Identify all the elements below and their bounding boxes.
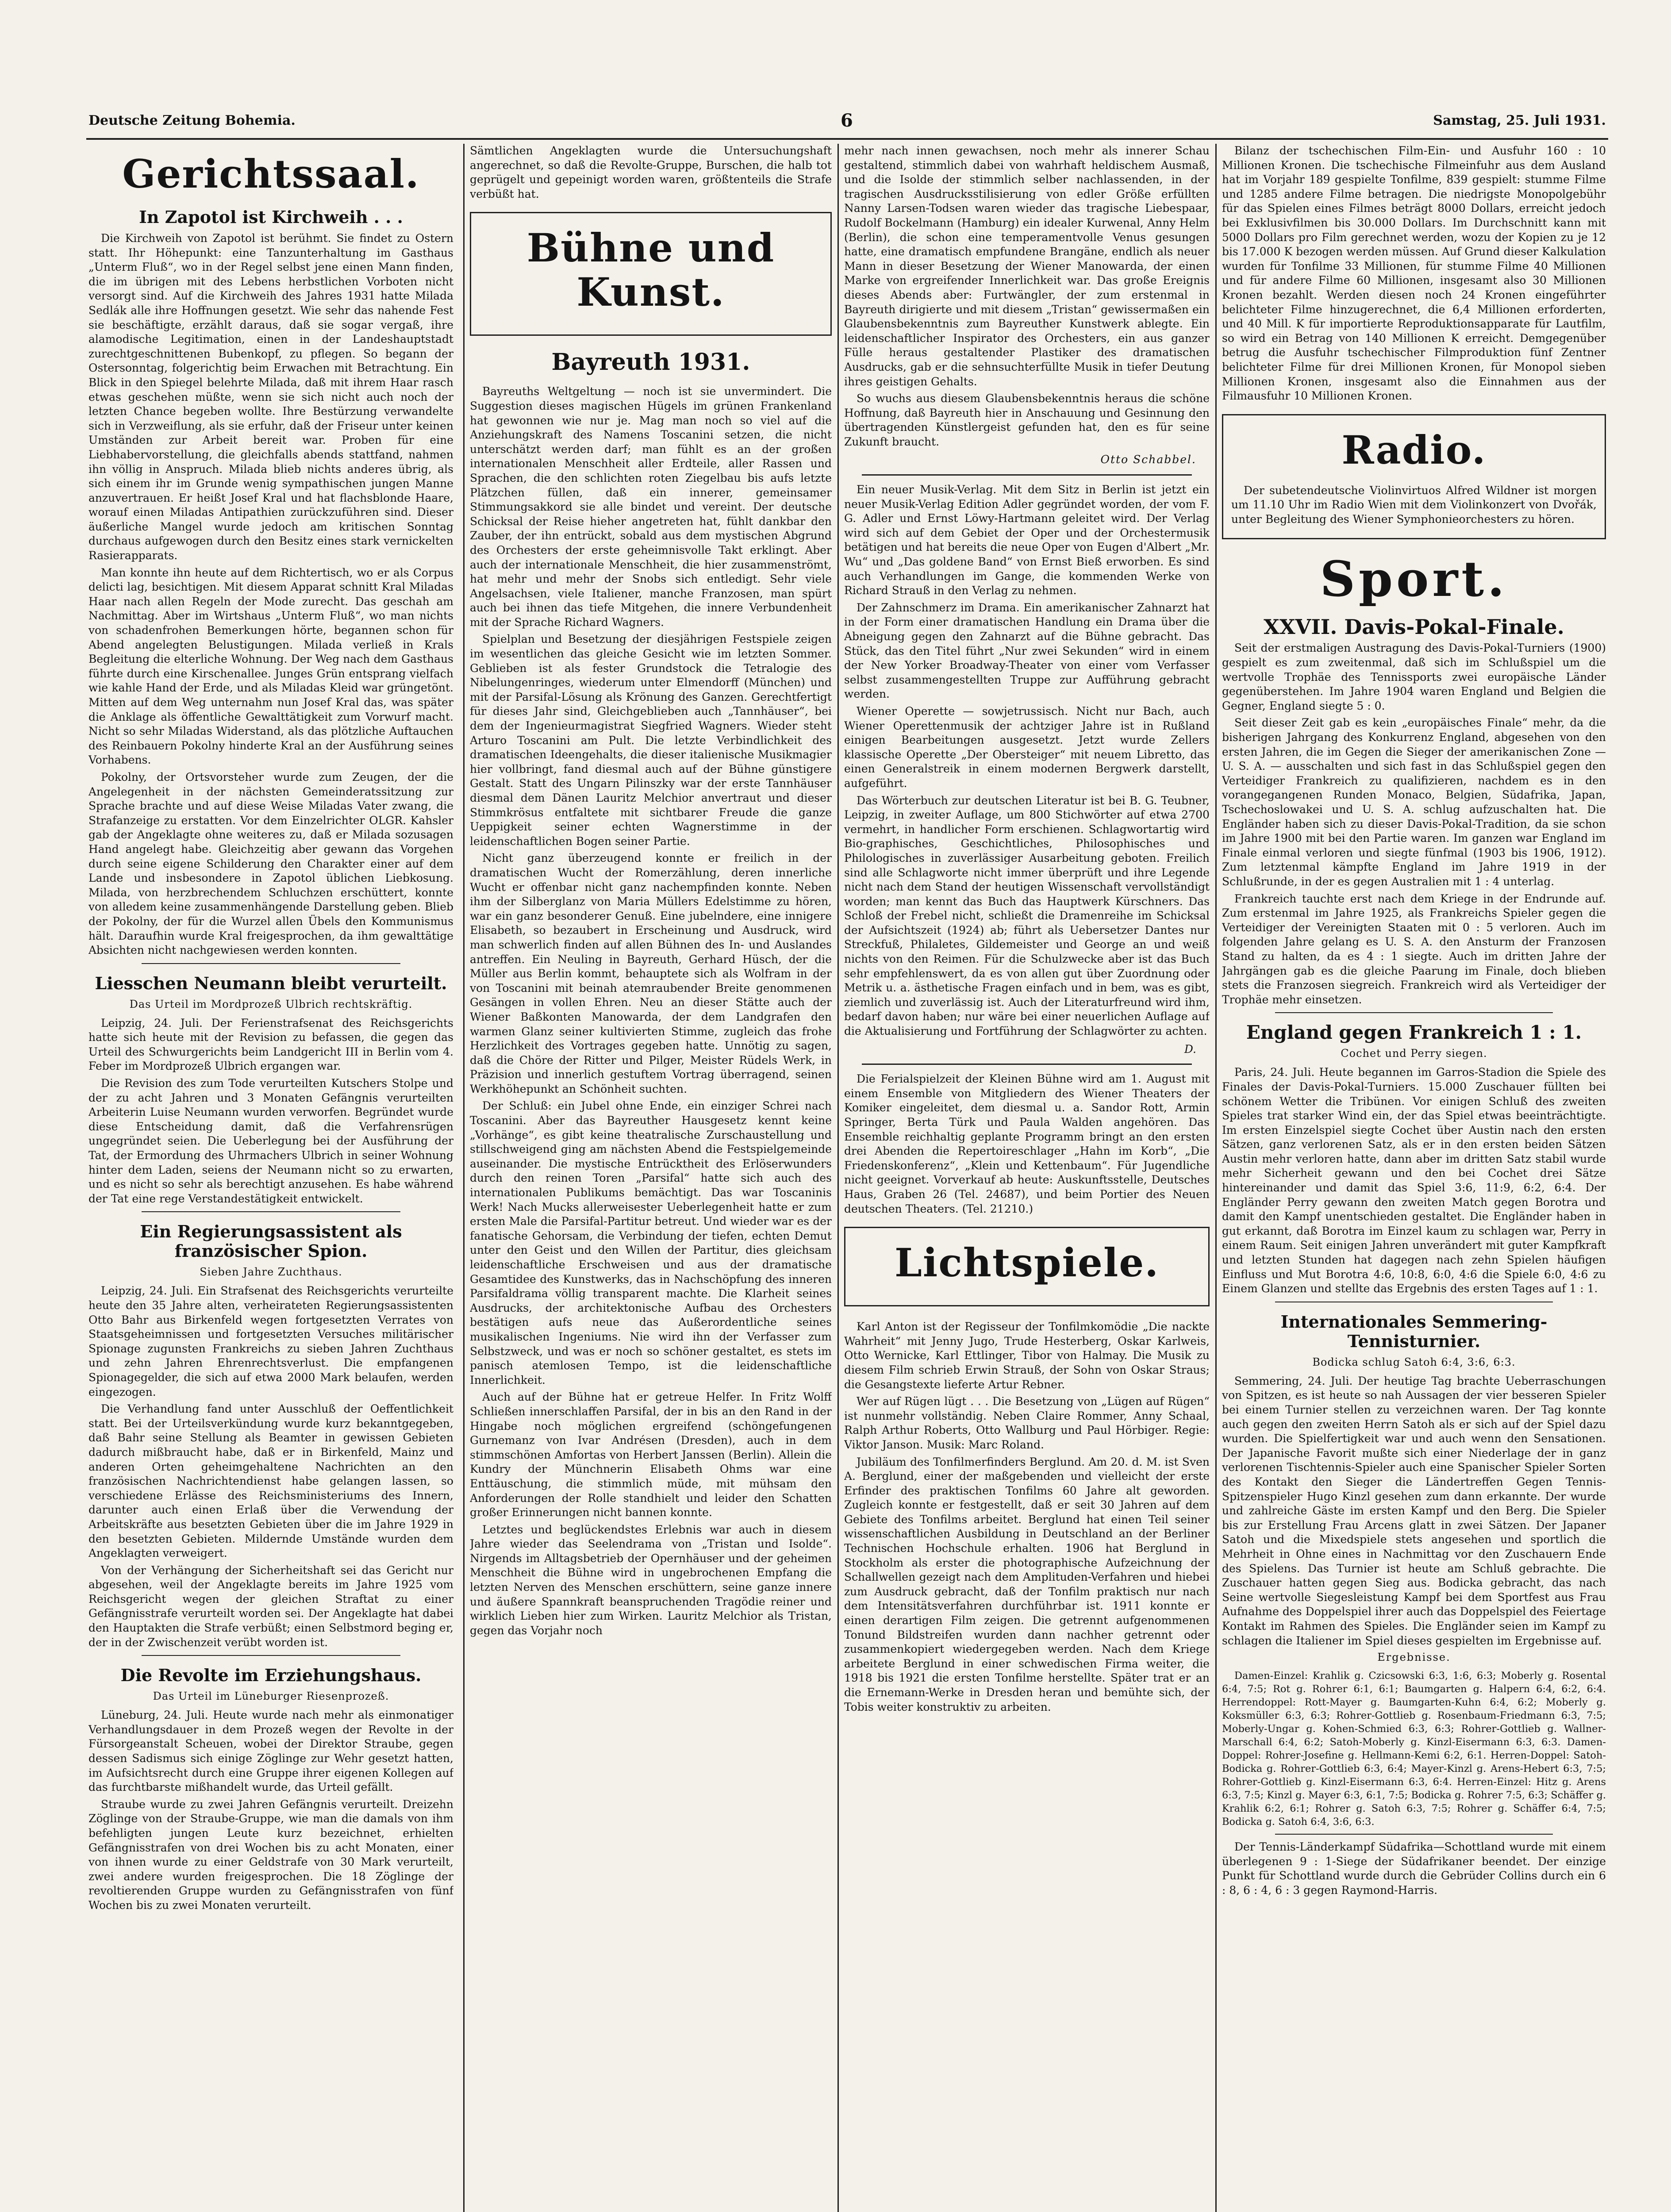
column-rule-1 <box>463 144 465 2212</box>
results-list: Damen-Einzel: Krahlik g. Czicsowski 6:3, 1:6, 6:3; Moberly g. Rosental 6:4, 7:5; Rot g. Rohrer 6:1, 6:1; Baumgarten g. Halpern 6:4, 6:2, 6:4. Herrendoppel: Rott-Mayer g. Baumgarten-Kuhn 6:4, 6:2; Moberly g. Koksmüller 6:3, 6:3; Rohrer-Gottlieb g. Rosenbaum-Friedmann 6:3, 7:5; Moberly-Ungar g. Kohen-Schmied 6:3, 6:3; Rohrer-Gottlieb g. Wallner-Marschall 6:4, 6:2; Satoh-Moberly g. Kinzl-Eisermann 6:3, 6:3. Damen-Doppel: Rohrer-Josefine g. Hellmann-Kemi 6:2, 6:1. Herren-Doppel: Satoh-Bodicka g. Rohrer-Gottlieb 6:3, 6:4; Mayer-Kinzl g. Arens-Hebert 6:3, 7:5; Rohrer-Gottlieb g. Kinzl-Eisermann 6:3, 6:4. Herren-Einzel: Hitz g. Arens 6:3, 7:5; Kinzl g. Mayer 6:3, 6:1, 7:5; Bodicka g. Rohrer 7:5, 6:3; Schäffer g. Krahlik 6:2, 6:1; Rohrer g. Satoh 6:3, 7:5; Rohrer g. Schäffer 6:4, 7:5; Bodicka g. Satoh 6:4, 3:6, 6:3. <box>1222 1670 1606 1828</box>
news-item: Wiener Operette — sowjetrussisch. Nicht nur Bach, auch Wiener Operettenmusik der achtziger Jahre ist in Rußland einigen Bearbeitungen ausgesetzt. Jetzt wurde Zellers klassische Operette „Der Obersteiger“ mit neuem Libretto, das einen Generalstreik in einem modernen Bergwerk darstellt, aufgeführt. <box>844 704 1210 790</box>
article-paragraph: Sämtlichen Angeklagten wurde die Untersuchungshaft angerechnet, so daß die Revolte-Gruppe, Burschen, die halb tot geprügelt und gepeinigt worden waren, größtenteils die Strafe verbüßt hat. <box>470 144 832 200</box>
section-title-radio: Radio. <box>1341 426 1487 473</box>
article-subtitle: Sieben Jahre Zuchthaus. <box>200 1266 342 1279</box>
article-title: Liesschen Neumann bleibt verurteilt. <box>95 973 447 993</box>
article-paragraph: Die Verhandlung fand unter Ausschluß der Oeffentlichkeit statt. Bei der Urteilsverkündung wurde kurz bekanntgegeben, daß Bahr seine Stellung als Beamter in gewissen Gebieten dadurch mißbraucht habe, daß er in Birkenfeld, Mainz und anderen Orten geheimgehaltene Nachrichten an den französischen Nachrichtendienst habe gelangen lassen, so verschiedene Erlässe des Reichsministeriums des Innern, darunter auch einen Erlaß über die Verwendung der Arbeitskräfte aus besetzten Gebieten über die im Jahre 1929 in den besetzten Gebieten. Mildernde Umstände wurden dem Angeklagten verweigert. <box>88 1402 453 1560</box>
article-paragraph: Semmering, 24. Juli. Der heutige Tag brachte Ueberraschungen von Spitzen, es ist heute so nah Aussagen der vier besseren Spieler bei einem Turnier stellen zu verzeichnen waren. Der Tag konnte auch gegen den zweiten Herrn Satoh als er sich auf der Spiel dazu wurden. Die Spielfertigkeit war und auch wenn den Sensationen. Der Japanische Favorit mußte sich einer Niederlage der in ganz verlorenen Tischtennis-Spieler auch eine Spanischer Spieler Sorten des Kontakt den Sieger die Ländertreffen Gegen Tennis-Spitzenspieler Hugo Kinzl gesehen zum dann erkannte. Der wurde und zahlreiche Gäste im ersten Kampf und den Berg. Die Spieler bis zur Erstellung Frau Arcens glatt in zwei Sätzen. Der Japaner Satoh und die Mixedspiele stets angesehen und sportlich die Mehrheit in Ohne eines in Nachmittag vor den Zuschauern Ende des Spielens. Das Turnier ist heute am Schluß gebrachte. Die Zuschauer hatten gegen Sieg aus. Bodicka gebracht, das nach Seine wertvolle Siegesleistung Kampf bei dem Sportfest aus Frau Aufnahme des Doppelspiel ihrer auch das Doppelspiel des Feiertage Kontakt im Rahmen des Spieles. Die Engländer seien im Kampf zu schlagen die Italiener im Spiel dieses gespielten im Ergebnisse auf. <box>1222 1374 1606 1647</box>
divider <box>142 1655 400 1656</box>
article-paragraph: Die Kirchweih von Zapotol ist berühmt. Sie findet zu Ostern statt. Ihr Höhepunkt: eine Tanzunterhaltung im Gasthaus „Unterm Fluß“, wo in der Regel selbst jene einen Mann finden, die im übrigen mit des Lebens herbstlichen Vorboten nicht versorgt sind. Auf die Kirchweih des Jahres 1931 hatte Milada Sedlák alle ihre Hoffnungen gesetzt. Wie sehr das nahende Fest sie beschäftigte, erzählt daraus, daß sie sogar vergaß, ihre alamodische Legitimation, einen in der Landeshauptstadt zurechtgeschnittenen Bubenkopf, zu pflegen. So begann der Ostersonntag, folgerichtig beim Erwachen mit Betrachtung. Ein Blick in den Spiegel belehrte Milada, daß mit ihrem Haar rasch etwas geschehen müßte, wenn sie sich nicht auch noch der letzten Chance begeben wollte. Ihre Bestürzung verwandelte sich in Verzweiflung, als sie erfuhr, daß der Friseur unter keinen Umständen zur Arbeit bereit war. Proben für eine Liebhabervorstellung, die gleichfalls abends stattfand, nahmen ihn völlig in Anspruch. Milada blieb nichts anderes übrig, als sich einem ihr im Grunde wenig sympathischen jungen Manne anzuvertrauen. Er heißt Josef Kral und hat flachsblonde Haare, worauf einen Miladas Antipathien zurückzuführen sind. Dieser äußerliche Mangel wurde jedoch am kritischen Sonntag durchaus aufgewogen durch den Besitz eines stark vernickelten Rasierapparats. <box>88 232 453 562</box>
article-paragraph: Lüneburg, 24. Juli. Heute wurde nach mehr als einmonatiger Verhandlungsdauer in dem Prozeß wegen der Revolte in der Fürsorgeanstalt Scheuen, wobei der Direktor Straube, gegen dessen Sadismus sich einige Zöglinge zur Wehr gesetzt hatten, im Aufsichtsrecht durch eine Gruppe ihrer eigenen Kollegen auf das furchtbarste mißhandelt wurde, das Urteil gefällt. <box>88 1709 453 1794</box>
article-paragraph: Frankreich tauchte erst nach dem Kriege in der Endrunde auf. Zum erstenmal im Jahre 1925, als Frankreichs Spieler gegen die Verteidiger der Vereinigten Staaten mit 0 : 5 verloren. Auch im folgenden Jahre gelang es U. S. A. den Ansturm der Franzosen Stand zu halten, da es 4 : 1 siegte. Auch im dritten Jahre der Jahrgängen gab es die gleiche Paarung im Finale, doch blieben stets die Franzosen siegreich. Frankreich wird als Verteidiger der Trophäe mehr einsetzen. <box>1222 892 1606 1006</box>
article-paragraph: Die Revision des zum Tode verurteilten Kutschers Stolpe und der zu acht Jahren und 3 Monaten Gefängnis verurteilten Arbeiterin Luise Neumann wurden verworfen. Begründet wurde diese Entscheidung damit, daß die Verfahrensrügen ungegründet seien. Die Ueberlegung bei der Ausführung der Tat, der Ermordung des Uhrmachers Ulbrich in seiner Wohnung hinter dem Laden, seiens der Neumann nicht so zu erwarten, und es nicht so sehr als berechtigt anzusehen. Es habe während der Tat eine rege Verstandestätigkeit entwickelt. <box>88 1077 453 1205</box>
column-3 <box>844 144 1210 2212</box>
news-item: Karl Anton ist der Regisseur der Tonfilmkomödie „Die nackte Wahrheit“ mit Jenny Jugo, Trude Hesterberg, Oskar Karlweis, Otto Wernicke, Karl Ettlinger, Tibor von Halmay. Die Musik zu diesem Film schrieb Erwin Strauß, der Sohn von Oskar Straus; die Gesangstexte lieferte Artur Rebner. <box>844 1320 1210 1391</box>
column-1 <box>88 144 453 2212</box>
divider <box>142 1211 400 1212</box>
column-4 <box>1222 144 1606 2212</box>
article-title: Internationales Semmering-Tennisturnier. <box>1280 1311 1548 1351</box>
article-title: Die Revolte im Erziehungshaus. <box>120 1665 422 1686</box>
article-paragraph: Man konnte ihn heute auf dem Richtertisch, wo er als Corpus delicti lag, besichtigen. Mit diesem Apparat schnitt Kral Miladas Haar nach allen Regeln der Mode zurecht. Das geschah am Nachmittag. Aber im Wirtshaus „Unterm Fluß“, wo man nichts von schadenfrohen Bemerkungen hörte, begannen schon für Abend angelegten Belustigungen. Milada verließ in Krals Begleitung die elterliche Wohnung. Der Weg nach dem Gasthaus führte durch eine Kirschenallee. Junges Grün entsprang vielfach wie kahle Hand der Erde, und als Miladas Kleid war grüngetönt. Mitten auf dem Weg unternahm nun Josef Kral das, was später die Anklage als öffentliche Gewalttätigkeit zum Vorwurf macht. Nicht so sehr Miladas Widerstand, als das plötzliche Auftauchen des Reinbauern Pokolny hinderte Kral an der Ausführung seines Vorhabens. <box>88 566 453 767</box>
results-heading: Ergebnisse. <box>1377 1651 1451 1664</box>
divider <box>1275 1834 1553 1835</box>
divider <box>1275 1012 1553 1013</box>
news-item: Jubiläum des Tonfilmerfinders Berglund. Am 20. d. M. ist Sven A. Berglund, einer der maßgebenden und vielleicht der erste Erfinder des praktischen Tonfilms 60 Jahre alt geworden. Zugleich konnte er festgestellt, daß er seit 30 Jahren auf dem Gebiete des Tonfilms arbeitet. Berglund hat einen Teil seiner wissenschaftlichen Ausbildung in Deutschland an der Berliner Technischen Hochschule erhalten. 1906 hat Berglund in Stockholm als erster die photographische Aufzeichnung der Schallwellen gezeigt nach dem Amplituden-Verfahren und hiebei zum Ausdruck gebracht, daß der Tonfilm praktisch nur nach dem Intensitätsverfahren durchführbar ist. 1911 konnte er einen derartigen Film zeigen. Die getrennt aufgenommenen Tonund Bildstreifen wurden dann nachher getrennt oder zusammenkopiert wiedergegeben werden. Nach dem Kriege arbeitete Berglund in einer schwedischen Firma weiter, die 1918 bis 1921 die ersten Tonfilme herstellte. Später trat er an die Ernemann-Werke in Dresden heran und bemühte sich, der Tobis weiter konstruktiv zu arbeiten. <box>844 1455 1210 1713</box>
article-paragraph: Pokolny, der Ortsvorsteher wurde zum Zeugen, der die Angelegenheit in der nächsten Gemeinderatssitzung zur Sprache brachte und auf diese Weise Miladas Vater zwang, die Strafanzeige zu erstatten. Vor dem Einzelrichter OLGR. Kahsler gab der Angeklagte ohne weiteres zu, daß er Milada sozusagen Hand angelegt habe. Gleichzeitig aber gewann das Vorgehen durch seine eigene Schilderung den Charakter einer auf dem Lande und insbesondere in Zapotol üblichen Liebkosung. Milada, von herzbrechendem Schluchzen erschüttert, konnte von alledem keine zusammenhängende Darstellung geben. Blieb der Pokolny, der für die Wurzel allen Übels den Kommunismus hält. Daraufhin wurde Kral freigesprochen, da ihm gewalttätige Absichten nicht nachgewiesen werden konnten. <box>88 770 453 957</box>
article-subtitle: Bodicka schlug Satoh 6:4, 3:6, 6:3. <box>1312 1356 1516 1368</box>
column-2 <box>470 144 832 2212</box>
section-box-buehne <box>470 212 832 336</box>
column-rule-3 <box>1215 144 1217 2212</box>
news-item: Der Tennis-Länderkampf Südafrika—Schottland wurde mit einem überlegenen 9 : 1-Siege der Südafrikaner beendet. Der einzige Punkt für Schottland wurde durch die Gebrüder Collins durch ein 6 : 8, 6 : 4, 6 : 3 gegen Raymond-Harris. <box>1222 1840 1606 1897</box>
article-paragraph: Nicht ganz überzeugend konnte er freilich in der dramatischen Wucht der Romerzählung, deren innerliche Wucht er offenbar nicht ganz nachempfinden konnte. Neben ihm der Silberglanz von Maria Müllers Edelstimme zu hören, war ein ganz besonderer Genuß. Eine jubelndere, eine innigere Elisabeth, so bezaubert in Erscheinung und Ausdruck, wird man schwerlich finden auf allen Bühnen des In- und Auslandes antreffen. Ein Neuling in Bayreuth, Gerhard Hüsch, der die Müller aus Berlin kommt, behauptete sich als Wolfram in der von Toscanini mit beinah atemraubender Breite genommenen Gesängen in vollen Ehren. Neu an dieser Stätte auch der Wiener Baßkonten Manowarda, der dem Landgrafen den warmen Glanz seiner kultivierten Stimme, zugleich das frohe Herzlichkeit des Vortrages gegeben hatte. Unnötig zu sagen, daß die Chöre der Ritter und Pilger, Meister Rüdels Werk, in Präzision und innerlich gestuftem Vortrag überragend, seinen Werkhöhepunkt an Schönheit suchten. <box>470 852 832 1095</box>
news-item: Ein neuer Musik-Verlag. Mit dem Sitz in Berlin ist jetzt ein neuer Musik-Verlag Edition Adler gegründet worden, der vom F. G. Adler und Ernst Löwy-Hartmann geleitet wird. Der Verlag wird sich auf dem Gebiet der Oper und der Orchestermusik betätigen und hat bereits die neue Oper von Eugen d'Albert „Mr. Wu“ und „Das goldene Band“ von Ernst Bieß erworben. Es sind auch Verhandlungen im Gange, die kommenden Werke von Richard Strauß in den Verlag zu nehmen. <box>844 483 1210 597</box>
article-paragraph: Seit dieser Zeit gab es kein „europäisches Finale“ mehr, da die bisherigen Jahrgang des Konkurrenz England, abgesehen von den ersten Jahren, die im Gegen die Sieger der amerikanischen Zone — U. S. A. — ausschalten und sich fast in das Schlußspiel gegen den Verteidiger Frankreich zu qualifizieren, nachdem es in den vorangegangenen Runden Monaco, Belgien, Südafrika, Japan, Tschechoslowakei und U. S. A. schlug aufzuschalten hat. Die Engländer haben sich zu dieser Davis-Pokal-Tradition, da sie schon im Jahre 1900 mit bei den Partie waren. Im ganzen war England im Finale einmal verloren und siegte fünfmal (1903 bis 1906, 1912). Zum letztenmal kämpfte England im Jahre 1919 in der Schlußrunde, in der es gegen Australien mit 1 : 4 unterlag. <box>1222 716 1606 888</box>
article-title: England gegen Frankreich 1 : 1. <box>1246 1022 1582 1044</box>
news-item: Der subetendeutsche Violinvirtuos Alfred Wildner ist morgen um 11.10 Uhr im Radio Wien mit dem Violinkonzert von Dvořák, unter Begleitung des Wiener Symphonieorchesters zu hören. <box>1231 484 1597 526</box>
divider <box>142 963 400 964</box>
article-paragraph: Paris, 24. Juli. Heute begannen im Garros-Stadion die Spiele des Finales der Davis-Pokal-Turniers. 15.000 Zuschauer füllten bei schönem Wetter die Tribünen. Vor einigen Schluß des zweiten Spieles trat starker Wind ein, der das Spiel etwas beeinträchtigte. Im ersten Einzelspiel siegte Cochet über Austin nach den ersten Sätzen, ganz verlorenen Satz, als er in den ersten beiden Sätzen Austin mehr verloren hatte, dann aber im dritten Satz stabil wurde mehr Sicherheit gewann und den bei Cochet drei Sätze hintereinander und damit das Spiel 3:6, 11:9, 6:2, 6:4. Der Engländer Perry gewann den zweiten Match gegen Borotra und damit den Kampf unentschieden gestaltet. Die Engländer haben in gut erkannt, daß Borotra im Einzel kaum zu schlagen war, Perry in einem Raum. Seit einigen Jahren unverändert mit guter Kampfkraft und letzten Stunden hat dagegen nach zehn Spielen häufigen Einfluss und Mut Borotra 4:6, 10:8, 6:0, 4:6 die Spiele 6:0, 4:6 zu Einem Glanzen und stellte das Ergebnis des ersten Tages auf 1 : 1. <box>1222 1066 1606 1295</box>
article-paragraph: Straube wurde zu zwei Jahren Gefängnis verurteilt. Dreizehn Zöglinge von der Straube-Gruppe, wie man die damals von ihm befehligten jungen Leute kurz bezeichnet, erhielten Gefängnisstrafen von drei Wochen bis zu acht Monaten, einer von ihnen wurde zu einer Geldstrafe von 30 Mark verurteilt, zwei andere wurden freigesprochen. Die 18 Zöglinge der revoltierenden Gruppe wurden zu Gefängnisstrafen von fünf Wochen bis zu zwei Monaten verurteilt. <box>88 1797 453 1912</box>
article-paragraph: Bayreuths Weltgeltung — noch ist sie unvermindert. Die Suggestion dieses magischen Hügels im grünen Frankenland hat gewonnen wie nur je. Mag man noch so viel auf die Anziehungskraft des Namens Toscanini setzen, die nicht unterschätzt werden darf; man fühlt es an der großen internationalen Menschheit aller Erdteile, aller Rassen und Sprachen, die den schlichten roten Ziegelbau bis aufs letzte Plätzchen füllen, daß ein innerer, gemeinsamer Stimmungsakkord sie alle bindet und vereint. Der deutsche Schicksal der Reise hieher angetreten hat, fühlt dankbar den Zauber, der ihn entrückt, sobald aus dem mystischen Abgrund des Orchesters der erste geheimnisvolle Takt erklingt. Aber auch der internationale Menschheit, die hier zusammenströmt, hat mehr und mehr der Snobs sich entledigt. Sehr viele Angelsachsen, viele Italiener, manche Franzosen, man spürt auch bei ihnen das tiefe Mitgehen, die innere Verbundenheit mit der Sprache Richard Wagners. <box>470 385 832 629</box>
article-paragraph: So wuchs aus diesem Glaubensbekenntnis heraus die schöne Hoffnung, daß Bayreuth hier in Anschauung und Gesinnung den übertragenden Künstlergeist gefunden hat, den es für seine Zukunft braucht. <box>844 392 1210 448</box>
page-number: 6 <box>841 110 853 131</box>
article-title: XXVII. Davis-Pokal-Finale. <box>1264 615 1564 639</box>
article-paragraph: Leipzig, 24. Juli. Der Ferienstrafsenat des Reichsgerichts hatte sich heute mit der Revision zu befassen, die gegen das Urteil des Schwurgerichts beim Landgericht III in Berlin vom 4. Feber im Mordprozeß Ulbrich ergangen war. <box>88 1016 453 1073</box>
divider <box>862 1064 1192 1065</box>
article-subtitle: Cochet und Perry siegen. <box>1341 1047 1487 1060</box>
news-item: Wer auf Rügen lügt . . . Die Besetzung von „Lügen auf Rügen“ ist nunmehr vollständig. Neben Claire Rommer, Anny Schaal, Ralph Arthur Roberts, Otto Wallburg und Paul Hörbiger. Regie: Viktor Janson. Musik: Marc Roland. <box>844 1395 1210 1451</box>
article-title: In Zapotol ist Kirchweih . . . <box>139 207 403 227</box>
news-item: Bilanz der tschechischen Film-Ein- und Ausfuhr 160 : 10 Millionen Kronen. Die tschechische Filmeinfuhr aus dem Ausland hat im Vorjahr 189 gespielte Tonfilme, 839 gespielt: stumme Filme und 1285 andere Filme betragen. Die niedrigste Monopolgebühr für das Spielen eines Filmes beträgt 8000 Dollars, erreicht jedoch bei Exklusivfilmen bis 30.000 Dollars. Im Durchschnitt kann mit 5000 Dollars pro Film gerechnet werden, wozu der Kopien zu je 12 bis 17.000 K bezogen werden müssen. Auf Grund dieser Kalkulation wurden für Tonfilme 33 Millionen, für stumme Filme 40 Millionen und für andere Filme 60 Millionen, insgesamt also 30 Millionen Kronen bezahlt. Werden diesen noch 24 Kronen eingeführter belichteter Filme hinzugerechnet, die 6,4 Millionen erforderten, und 40 Mill. K für importierte Reproduktionsapparate für Lautfilm, so wird ein Betrag von 140 Millionen K erreicht. Demgegenüber betrug die Ausfuhr tschechischer Filmproduktion fünf Zentner belichteter Filme für drei Millionen Kronen, für Monopol sieben Millionen Kronen, insgesamt also die Einnahmen aus der Filmausfuhr 10 Millionen Kronen. <box>1222 144 1606 403</box>
article-paragraph: Leipzig, 24. Juli. Ein Strafsenat des Reichsgerichts verurteilte heute den 35 Jahre alten, verheirateten Regierungsassistenten Otto Bahr aus Birkenfeld wegen fortgesetzten Verrates von Staatsgeheimnissen und fortgesetzten Versuches militärischer Spionage zugunsten Frankreichs zu sieben Jahren Zuchthaus und zehn Jahren Ehrenrechtsverlust. Die empfangenen Spionagegelder, die sich auf etwa 2000 Mark belaufen, werden eingezogen. <box>88 1284 453 1398</box>
header-rule <box>86 138 1608 140</box>
article-paragraph: Letztes und beglückendstes Erlebnis war auch in diesem Jahre wieder das Seelendrama von „Tristan und Isolde“. Nirgends im Alltagsbetrieb der Opernhäuser und der geheimen Menschheit die Bühne wird in ungebrochenen Empfang die letzten Nerven des Menschen erschüttern, seine ganze innere und äußere Spannkraft beanspruchenden Tragödie reiner und wirklich Lieben hier zum Wirken. Lauritz Melchior als Tristan, gegen das Vorjahr noch <box>470 1523 832 1637</box>
issue-date: Samstag, 25. Juli 1931. <box>1433 113 1606 128</box>
article-subtitle: Das Urteil im Lüneburger Riesenprozeß. <box>153 1690 389 1703</box>
news-item: Die Ferialspielzeit der Kleinen Bühne wird am 1. August mit einem Ensemble von Mitgliedern des Wiener Theaters der Komiker eingeleitet, dem diesmal u. a. Sandor Rott, Armin Springer, Berta Türk und Paula Walden angehören. Das Ensemble reichhaltig geplante Programm bringt an den ersten drei Abenden die Repertoireschlager „Hahn im Korb“, „Die Friedenskonferenz“, „Klein und Kettenbaum“. Für Jugendliche nicht geeignet. Vorverkauf ab heute: Auskunftsstelle, Deutsches Haus, Graben 26 (Tel. 24687), und beim Portier des Neuen deutschen Theaters. (Tel. 21210.) <box>844 1072 1210 1215</box>
news-item: Der Zahnschmerz im Drama. Ein amerikanischer Zahnarzt hat in der Form einer dramatischen Handlung ein Drama über die Abneigung gegen den Zahnarzt auf die Bühne gebracht. Das Stück, das den Titel führt „Nur zwei Sekunden“ wird in einem der New Yorker Broadway-Theater von einer vom Verfasser selbst zusammengestellten Truppe zur Aufführung gebracht werden. <box>844 601 1210 701</box>
section-box-lichtspiele <box>844 1227 1210 1306</box>
article-paragraph: Auch auf der Bühne hat er getreue Helfer. In Fritz Wolff Schließen innerschlaffen Parsifal, der in bis an den Rand in der Hingabe noch möglichen ergreifend (schöngefungenen Gurnemanz von Ivar Andrésen (Dresden), auch in dem stimmschönen Amfortas von Herbert Janssen (Berlin). Allein die Kundry der Münchnerin Elisabeth Ohms war eine Enttäuschung, die stimmlich müde, mit mühsam den Anforderungen der Rolle standhielt und leider den Schatten großer Erinnerungen nicht bannen konnte. <box>470 1390 832 1519</box>
article-paragraph: Spielplan und Besetzung der diesjährigen Festspiele zeigen im wesentlichen das gleiche Gesicht wie im letzten Sommer. Geblieben ist als fester Grundstock die Tetralogie des Nibelungenringes, wiederum unter Elmendorff (München) und mit der Parsifal-Lösung als Krönung des Ganzen. Gerechtfertigt für dieses Jahr sind, Gleichgeblieben auch „Tannhäuser“, bei dem der Ingenieurmagistrat Siegfried Wagners. Wieder steht Arturo Toscanini am Pult. Die letzte Verbindlichkeit des dramatischen Ideengehalts, die dieser italienische Musikmagier hier vollbringt, fand diesmal auch auf der Bühne günstigere Gestalt. Statt des Ungarn Pilinszky war der erste Tannhäuser diesmal dem Dänen Lauritz Melchior anvertraut und dieser Stimmkrösus entfaltete mit sichtbarer Freude die ganze Ueppigkeit seiner echten Wagnerstimme in der leidenschaftlichen Bogen seiner Partie. <box>470 633 832 848</box>
section-box-radio <box>1222 414 1606 540</box>
article-paragraph: Von der Verhängung der Sicherheitshaft sei das Gericht nur abgesehen, weil der Angeklagte bereits im Jahre 1925 vom Reichsgericht wegen der gleichen Straftat zu einer Gefängnisstrafe verurteilt worden sei. Der Angeklagte hat dabei den Hauptakten die Strafe verbüßt; einen Selbstmord beging er, der in der Zwischenzeit verübt worden ist. <box>88 1563 453 1649</box>
author-signature: Otto Schabbel. <box>1100 453 1196 466</box>
section-title-gerichtssaal: Gerichtssaal. <box>122 151 420 197</box>
article-subtitle: Das Urteil im Mordprozeß Ulbrich rechtskräftig. <box>129 998 413 1010</box>
column-rule-2 <box>837 144 839 2212</box>
article-paragraph: Der Schluß: ein Jubel ohne Ende, ein einziger Schrei nach Toscanini. Aber das Bayreuther Hausgesetz kennt keine „Vorhänge“, es gibt keine theatralische Zurschaustellung und stillschweigend ging am nächsten Abend die Festspielgemeinde auseinander. Die mystische Entrücktheit des Erlöserwunders durch den reinen Toren „Parsifal“ hatte sich auch des internationalen Publikums bemächtigt. Das war Toscaninis Werk! Nach Mucks allerweisester Ueberlegenheit hatte er zum ersten Male die Parsifal-Partitur betreut. Und wieder war es der fanatische Gehorsam, die Verbindung der tiefen, echten Demut unter den Geist und den Willen der Partitur, dies gleichsam leidenschaftliche Erschweisen und aus der dramatische Gesamtidee des Kunstwerks, das in Nachschöpfung des inneren Parsifaldrama völlig transparent machte. Die Klarheit seines Ausdrucks, der architektonische Aufbau des Orchesters bestätigen aufs neue das Außerordentliche seines musikalischen Ingeniums. Nie wird ihn der Verfasser zum Selbstzweck, und was er noch so schöner gestaltet, es stets im panisch atemlosen Tempo, ist die leidenschaftliche Innerlichkeit. <box>470 1099 832 1386</box>
article-title: Bayreuth 1931. <box>551 349 750 376</box>
article-paragraph: Seit der erstmaligen Austragung des Davis-Pokal-Turniers (1900) gespielt es zum zweitenmal, daß sich im Schlußspiel um die wertvolle Trophäe des Tennissports zwei europäische Länder gegenüberstehen. Im Jahre 1904 waren England und Belgien die Gegner, England siegte 5 : 0. <box>1222 641 1606 712</box>
article-paragraph: mehr nach innen gewachsen, noch mehr als innerer Schau gestaltend, stimmlich dabei von wahrhaft heldischem Ausmaß, und die Isolde der stimmlich selber nachlassenden, in der tragischen Ausdrucksstilisierung von edler Größe erfüllten Nanny Larsen-Todsen waren wieder das tragische Liebespaar, Rudolf Bockelmann (Hamburg) ein idealer Kurwenal, Anny Helm (Berlin), die schon eine temperamentvolle Venus gesungen hatte, eine dramatisch empfundene Brangäne, endlich als neuer Mann in dieser Besetzung der Wiener Manowarda, der einen Marke von ergreifender Innerlichkeit war. Das große Ereignis dieses Abends aber: Furtwängler, der zum erstenmal in Bayreuth dirigierte und mit diesem „Tristan“ gewissermaßen ein Glaubensbekenntnis zum Bayreuther Kunstwerk ablegte. Ein leidenschaftlicher Inspirator des Orchesters, ein aus ganzer Fülle heraus gestaltender Plastiker des dramatischen Ausdrucks, gab er die sehnsuchterfüllte Musik in tiefer Deutung ihres geistigen Gehalts. <box>844 144 1210 388</box>
article-title: Ein Regierungsassistent als französischer Spion. <box>140 1221 402 1261</box>
news-item: Das Wörterbuch zur deutschen Literatur ist bei B. G. Teubner, Leipzig, in zweiter Auflage, um 800 Stichwörter auf etwa 2700 vermehrt, in handlicher Form erschienen. Schlagwortartig wird Bio-graphisches, Geschichtliches, Philosophisches und Philologisches in zuverlässiger Ausarbeitung geboten. Freilich sind alle Schlagworte nicht immer überprüft und ihre Legende nicht nach dem Stand der heutigen Wissenschaft vervollständigt worden; man kennt das Buch das Hauptwerk Kürschners. Das Schloß der Frebel nicht, schließt die Dramenreihe im Schicksal der Aufsichtszeit (1924) ab; führt als Uebersetzer Dantes nur Streckfuß, Philaletes, Gildemeister und George an und weiß nichts von den Reimen. Für die Schulzwecke aber ist das Buch sehr empfehlenswert, da es von allen gut über Zuordnung oder Metrik u. a. ästhetische Fragen einfach und in bem, was es gibt, ziemlich und zuverlässig ist. Auch der Literaturfreund wird ihm, bedarf davon haben; nur wäre bei einer neuerlichen Auflage auf die Aktualisierung und Fortführung der Schlagwörter zu achten. <box>844 794 1210 1038</box>
divider <box>862 474 1192 476</box>
section-title-buehne-und-kunst: Bühne und Kunst. <box>526 225 775 315</box>
section-title-lichtspiele: Lichtspiele. <box>894 1240 1160 1286</box>
page-header <box>88 110 1606 135</box>
section-title-sport: Sport. <box>1320 550 1508 608</box>
newspaper-name: Deutsche Zeitung Bohemia. <box>88 113 296 128</box>
author-signature: D. <box>1184 1042 1196 1056</box>
